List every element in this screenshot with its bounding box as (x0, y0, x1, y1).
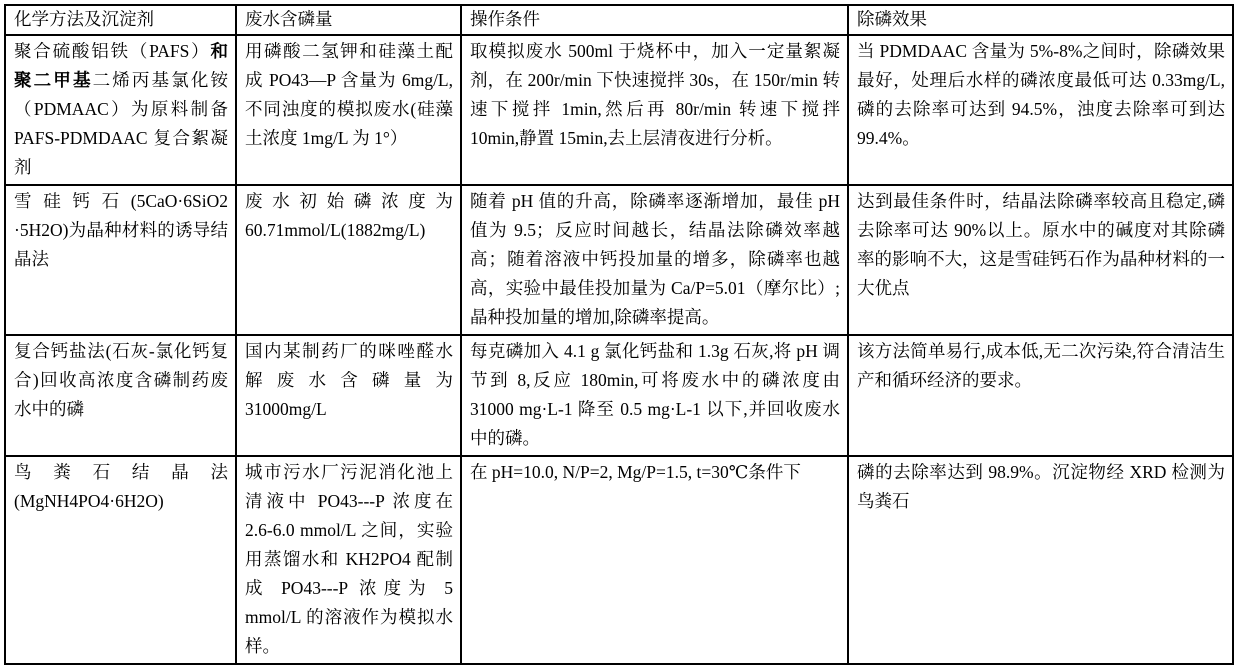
text-segment: 和聚二甲基 (14, 41, 228, 90)
text-segment: 用磷酸二氢钾和硅藻土配成 PO43—P 含量为 6mg/L,不同浊度的模拟废水(硅藻土浓度 1mg/L 为 1°） (245, 41, 453, 148)
table-cell (5, 456, 236, 664)
table-cell (848, 185, 1233, 335)
table-row (5, 335, 1233, 456)
text-segment: 该方法简单易行,成本低,无二次污染,符合清洁生产和循环经济的要求。 (857, 341, 1225, 390)
header-row (5, 5, 1233, 35)
column-header: 除磷效果 (848, 5, 1233, 35)
text-segment: 磷的去除率达到 98.9%。沉淀物经 XRD 检测为鸟粪石 (857, 462, 1225, 511)
column-header: 废水含磷量 (236, 5, 461, 35)
text-segment: 二烯丙基氯化铵（PDMAAC）为原料制备 PAFS-PDMDAAC 复合絮凝剂 (14, 70, 229, 177)
table-cell (848, 335, 1233, 456)
document-page (4, 4, 1233, 656)
table-row (5, 185, 1233, 335)
table-cell (236, 35, 461, 185)
table-cell (461, 456, 848, 664)
text-segment: 国内某制药厂的咪唑醛水解废水含磷量为 31000mg/L (245, 341, 453, 419)
table-cell (461, 35, 848, 185)
text-segment: 在 pH=10.0, N/P=2, Mg/P=1.5, t=30℃条件下 (470, 462, 801, 482)
table-cell (848, 456, 1233, 664)
table-cell (236, 456, 461, 664)
table-cell (5, 185, 236, 335)
text-segment: 聚合硫酸铝铁（PAFS） (14, 41, 211, 61)
table-cell (236, 185, 461, 335)
text-segment: 复合钙盐法(石灰-氯化钙复合)回收高浓度含磷制药废水中的磷 (14, 341, 228, 419)
table-row (5, 35, 1233, 185)
text-segment: 取模拟废水 500ml 于烧杯中，加入一定量絮凝剂，在 200r/min 下快速搅拌 30s，在 150r/min 转速下搅拌 1min,然后再 80r/min 转速下搅拌 10min,静置 15min,去上层清夜进行分析。 (470, 41, 840, 148)
table-header (5, 5, 1233, 35)
table-cell (848, 35, 1233, 185)
text-segment: 雪硅钙石(5CaO·6SiO2 ·5H2O)为晶种材料的诱导结晶法 (14, 191, 228, 269)
table-cell (5, 335, 236, 456)
table-cell (461, 335, 848, 456)
text-segment: 鸟粪石结晶法(MgNH4PO4·6H2O) (14, 462, 228, 511)
text-segment: 当 PDMDAAC 含量为 5%-8%之间时，除磷效果最好，处理后水样的磷浓度最低可达 0.33mg/L,磷的去除率可达到 94.5%，浊度去除率可到达 99.4%。 (857, 41, 1225, 148)
phosphorus-removal-table (4, 4, 1234, 665)
text-segment: 每克磷加入 4.1 g 氯化钙盐和 1.3g 石灰,将 pH 调节到 8,反应 180min,可将废水中的磷浓度由 31000 mg·L-1 降至 0.5 mg·L-1 以下,并回收废水中的磷。 (470, 341, 840, 448)
column-header: 化学方法及沉淀剂 (5, 5, 236, 35)
text-segment: 城市污水厂污泥消化池上清液中 PO43---P 浓度在 2.6-6.0 mmol/L 之间，实验用蒸馏水和 KH2PO4 配制成 PO43---P 浓度为 5 mmol/L 的溶液作为模拟水样。 (245, 462, 453, 656)
table-cell (236, 335, 461, 456)
table-body (5, 35, 1233, 664)
table-cell (461, 185, 848, 335)
text-segment: 随着 pH 值的升高，除磷率逐渐增加，最佳 pH 值为 9.5；反应时间越长，结晶法除磷效率越高；随着溶液中钙投加量的增多，除磷率也越高，实验中最佳投加量为 Ca/P=5.01（摩尔比）;晶种投加量的增加,除磷率提高。 (470, 191, 840, 327)
table-row (5, 456, 1233, 664)
text-segment: 达到最佳条件时，结晶法除磷率较高且稳定,磷去除率可达 90%以上。原水中的碱度对其除磷率的影响不大，这是雪硅钙石作为晶种材料的一大优点 (857, 191, 1225, 298)
text-segment: 废水初始磷浓度为 60.71mmol/L(1882mg/L) (245, 191, 453, 240)
column-header: 操作条件 (461, 5, 848, 35)
table-cell (5, 35, 236, 185)
